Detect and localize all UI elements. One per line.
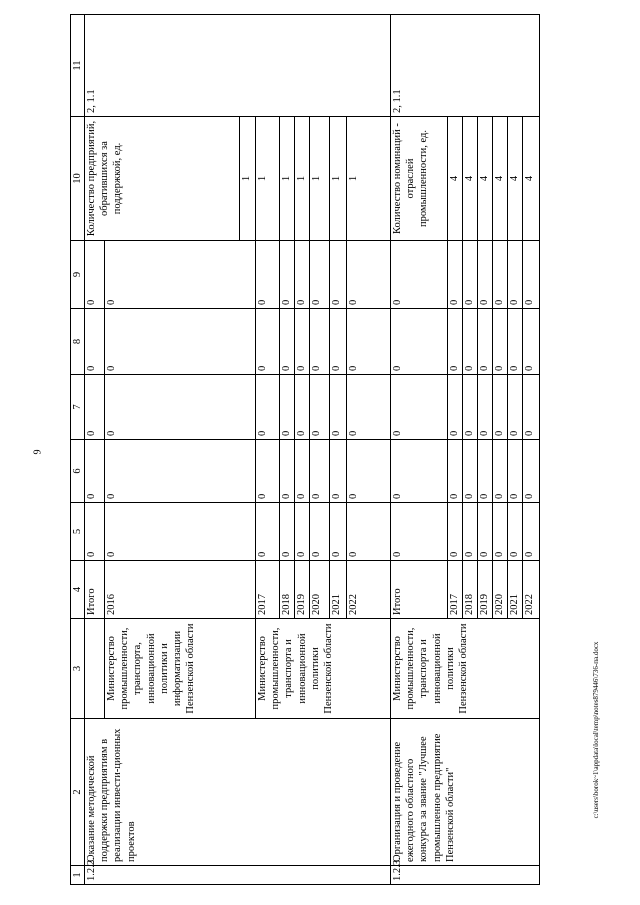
value-cell: 0 <box>347 440 391 503</box>
value-cell: 0 <box>280 309 295 375</box>
value-cell: 0 <box>478 241 493 309</box>
year-cell: 2022 <box>347 561 391 619</box>
reference-cell: 2, 1.1 <box>391 15 540 117</box>
indicator-cell: 1 <box>240 117 256 241</box>
year-cell: 2018 <box>463 561 478 619</box>
value-cell: 0 <box>523 440 540 503</box>
value-cell: 0 <box>463 440 478 503</box>
value-cell: 0 <box>310 375 330 440</box>
value-cell: 0 <box>85 309 105 375</box>
value-cell: 0 <box>280 440 295 503</box>
measure-name: Оказание методической поддержки предприятиям в реализации инвести-ционных проектов <box>85 719 391 866</box>
value-cell: 0 <box>448 503 463 561</box>
value-cell: 0 <box>310 503 330 561</box>
value-cell: 0 <box>523 309 540 375</box>
value-cell: 0 <box>310 241 330 309</box>
value-cell: 0 <box>105 309 256 375</box>
rotated-page-content <box>70 15 620 885</box>
value-cell: 0 <box>330 309 347 375</box>
year-cell: 2020 <box>493 561 508 619</box>
indicator-cell: 4 <box>523 117 540 241</box>
year-cell: 2021 <box>330 561 347 619</box>
page-number: 9 <box>32 449 44 455</box>
value-cell: 0 <box>280 375 295 440</box>
value-cell: 0 <box>478 440 493 503</box>
value-cell: 0 <box>448 241 463 309</box>
year-cell: 2019 <box>295 561 310 619</box>
value-cell: 0 <box>347 503 391 561</box>
indicator-cell: 1 <box>330 117 347 241</box>
value-cell: 0 <box>463 503 478 561</box>
executor-cell: Министерство промышленности, транспорта и инновационной политики Пензенской области <box>256 619 391 719</box>
year-cell: 2018 <box>280 561 295 619</box>
value-cell: 0 <box>256 375 280 440</box>
value-cell: 0 <box>523 241 540 309</box>
value-cell: 0 <box>310 440 330 503</box>
year-cell: 2017 <box>448 561 463 619</box>
value-cell: 0 <box>105 375 256 440</box>
value-cell: 0 <box>478 375 493 440</box>
year-cell: 2019 <box>478 561 493 619</box>
col-header: 5 <box>71 503 85 561</box>
value-cell: 0 <box>493 241 508 309</box>
value-cell: 0 <box>347 241 391 309</box>
measure-id: 1.2.2. <box>85 866 391 885</box>
value-cell: 0 <box>85 440 105 503</box>
value-cell: 0 <box>256 241 280 309</box>
value-cell: 0 <box>295 503 310 561</box>
value-cell: 0 <box>391 309 448 375</box>
value-cell: 0 <box>391 375 448 440</box>
value-cell: 0 <box>463 241 478 309</box>
indicator-cell: 1 <box>347 117 391 241</box>
header-row <box>71 15 85 885</box>
value-cell: 0 <box>105 440 256 503</box>
value-cell: 0 <box>508 309 523 375</box>
indicator-cell: 4 <box>478 117 493 241</box>
value-cell: 0 <box>295 309 310 375</box>
value-cell: 0 <box>508 503 523 561</box>
year-cell: Итого <box>391 561 448 619</box>
col-header: 2 <box>71 719 85 866</box>
col-header: 3 <box>71 619 85 719</box>
value-cell: 0 <box>391 440 448 503</box>
table-row <box>391 15 448 885</box>
col-header: 11 <box>71 15 85 117</box>
value-cell: 0 <box>508 375 523 440</box>
value-cell: 0 <box>105 503 256 561</box>
value-cell: 0 <box>347 309 391 375</box>
year-cell: 2022 <box>523 561 540 619</box>
col-header: 10 <box>71 117 85 241</box>
indicator-cell: 4 <box>448 117 463 241</box>
value-cell: 0 <box>508 241 523 309</box>
indicator-cell: 4 <box>493 117 508 241</box>
measure-id: 1.2.3. <box>391 866 540 885</box>
value-cell: 0 <box>85 241 105 309</box>
col-header: 1 <box>71 866 85 885</box>
value-cell: 0 <box>280 503 295 561</box>
value-cell: 0 <box>85 375 105 440</box>
value-cell: 0 <box>448 309 463 375</box>
indicator-cell: 1 <box>280 117 295 241</box>
value-cell: 0 <box>347 375 391 440</box>
value-cell: 0 <box>295 375 310 440</box>
measure-name: Организация и проведение ежегодного областного конкурса за звание "Лучшее промышленное предприятие Пензенской области" <box>391 719 540 866</box>
value-cell: 0 <box>463 375 478 440</box>
value-cell: 0 <box>330 503 347 561</box>
col-header: 6 <box>71 440 85 503</box>
value-cell: 0 <box>463 309 478 375</box>
value-cell: 0 <box>523 503 540 561</box>
value-cell: 0 <box>105 241 256 309</box>
value-cell: 0 <box>478 309 493 375</box>
year-cell: 2017 <box>256 561 280 619</box>
value-cell: 0 <box>330 241 347 309</box>
executor-cell: Министерство промышленности, транспорта, инновационной политики и информатизации Пензенской области <box>105 619 256 719</box>
value-cell: 0 <box>493 375 508 440</box>
year-cell: 2021 <box>508 561 523 619</box>
value-cell: 0 <box>508 440 523 503</box>
value-cell: 0 <box>295 440 310 503</box>
value-cell: 0 <box>391 241 448 309</box>
indicator-cell: 4 <box>463 117 478 241</box>
value-cell: 0 <box>256 503 280 561</box>
indicator-cell: Количество номинаций - отраслей промышленности, ед. <box>391 117 448 241</box>
col-header: 9 <box>71 241 85 309</box>
value-cell: 0 <box>493 503 508 561</box>
value-cell: 0 <box>523 375 540 440</box>
col-header: 7 <box>71 375 85 440</box>
program-measures-table <box>70 14 540 885</box>
table-row <box>85 15 105 885</box>
value-cell: 0 <box>256 309 280 375</box>
value-cell: 0 <box>448 375 463 440</box>
value-cell: 0 <box>493 440 508 503</box>
value-cell: 0 <box>295 241 310 309</box>
value-cell: 0 <box>256 440 280 503</box>
reference-cell: 2, 1.1 <box>85 15 391 117</box>
indicator-cell: 4 <box>508 117 523 241</box>
year-cell: 2020 <box>310 561 330 619</box>
value-cell: 0 <box>310 309 330 375</box>
value-cell: 0 <box>448 440 463 503</box>
year-cell: Итого <box>85 561 105 619</box>
indicator-cell: 1 <box>310 117 330 241</box>
value-cell: 0 <box>391 503 448 561</box>
value-cell: 0 <box>330 375 347 440</box>
value-cell: 0 <box>493 309 508 375</box>
indicator-cell: 1 <box>295 117 310 241</box>
value-cell: 0 <box>478 503 493 561</box>
executor-cell <box>85 619 105 719</box>
value-cell: 0 <box>85 503 105 561</box>
footer-file-path: c:\users\borok~1\appdata\local\temp\notes879446\736-па.docx <box>592 641 600 819</box>
col-header: 8 <box>71 309 85 375</box>
year-cell: 2016 <box>105 561 256 619</box>
value-cell: 0 <box>330 440 347 503</box>
value-cell: 0 <box>280 241 295 309</box>
indicator-cell: Количество предприятий, обратившихся за поддержкой, ед. <box>85 117 240 241</box>
indicator-cell: 1 <box>256 117 280 241</box>
col-header: 4 <box>71 561 85 619</box>
executor-cell: Министерство промышленности, транспорта и инновационной политики Пензенской области <box>391 619 540 719</box>
